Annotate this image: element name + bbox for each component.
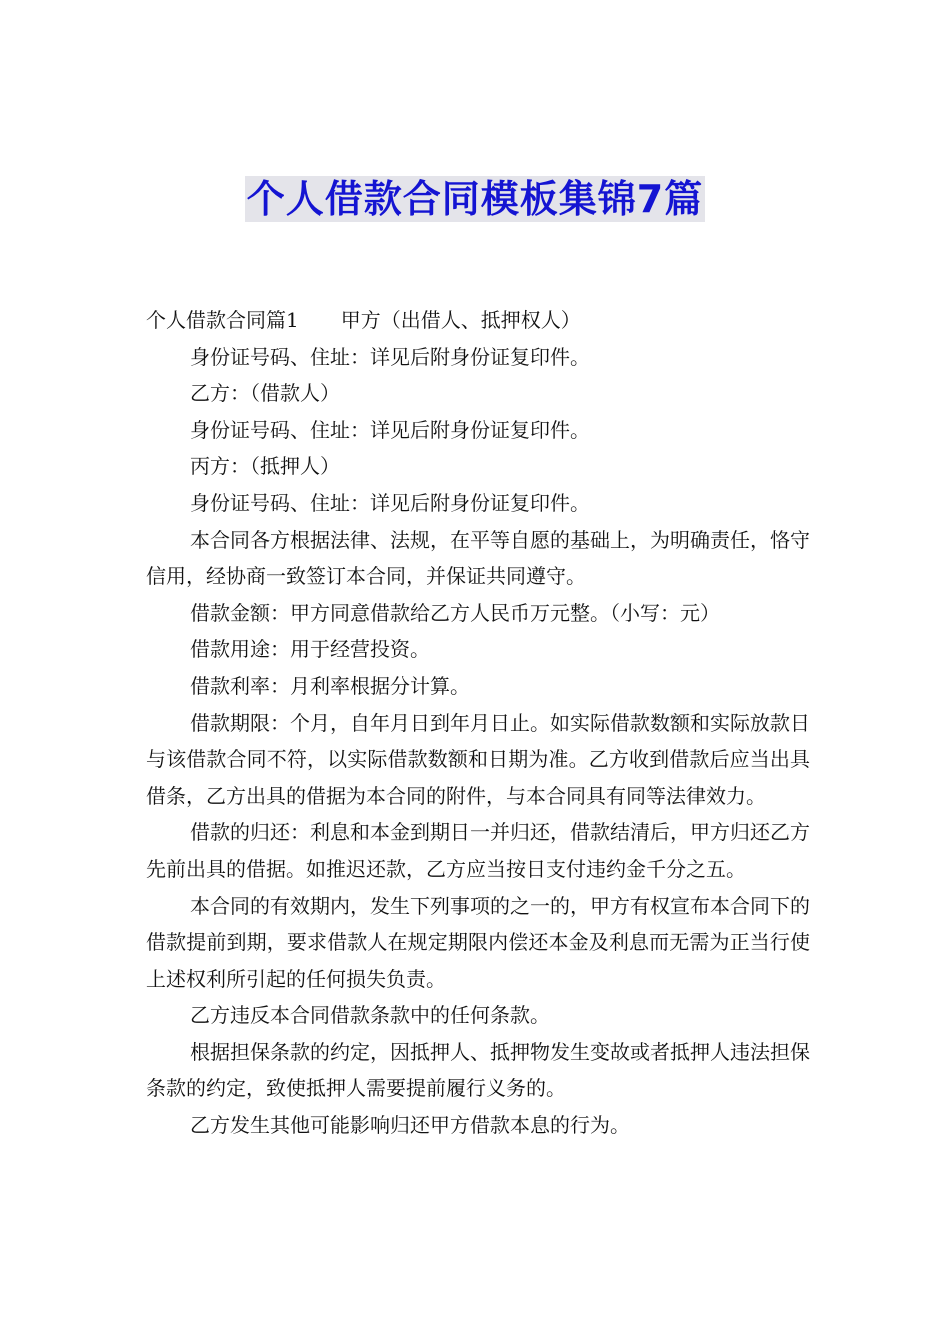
party-a-id-line: 身份证号码、住址：详见后附身份证复印件。 — [190, 344, 590, 369]
party-b-label: 乙方：（借款人） — [190, 381, 340, 406]
first-line — [146, 302, 810, 339]
paragraph-other-behavior: 乙方发生其他可能影响归还甲方借款本息的行为。 — [190, 1113, 630, 1138]
paragraph-interest-rate: 借款利率：月利率根据分计算。 — [190, 673, 470, 698]
paragraph-loan-term: 借款期限：个月，自年月日到年月日止。如实际借款数额和实际放款日与该借款合同不符，以实际借款数额和日期为准。乙方收到借款后应当出具借条，乙方出具的借据为本合同的附件，与本合同具有同等法律效力。 — [146, 710, 810, 808]
paragraph-guarantee: 根据担保条款的约定，因抵押人、抵押物发生变故或者抵押人违法担保条款的约定，致使抵押人需要提前履行义务的。 — [146, 1039, 810, 1101]
title-container — [0, 176, 950, 222]
party-b-id-line: 身份证号码、住址：详见后附身份证复印件。 — [190, 417, 590, 442]
party-a-label: 甲方（出借人、抵押权人） — [340, 308, 581, 332]
paragraph-loan-purpose: 借款用途：用于经营投资。 — [190, 637, 430, 662]
party-c-id-line: 身份证号码、住址：详见后附身份证复印件。 — [190, 490, 590, 515]
party-c-label: 丙方：（抵押人） — [190, 454, 340, 479]
section-heading: 个人借款合同篇1 — [146, 308, 299, 332]
document-title: 个人借款合同模板集锦7篇 — [246, 177, 704, 221]
paragraph-preamble: 本合同各方根据法律、法规，在平等自愿的基础上，为明确责任，恪守信用，经协商一致签订本合同，并保证共同遵守。 — [146, 527, 810, 589]
paragraph-acceleration: 本合同的有效期内，发生下列事项的之一的，甲方有权宣布本合同下的借款提前到期，要求借款人在规定期限内偿还本金及利息而无需为正当行使上述权利所引起的任何损失负责。 — [146, 893, 810, 991]
document-body — [146, 302, 810, 1144]
paragraph-breach: 乙方违反本合同借款条款中的任何条款。 — [190, 1003, 550, 1028]
paragraph-loan-amount: 借款金额：甲方同意借款给乙方人民币万元整。（小写：元） — [190, 600, 720, 625]
paragraph-repayment: 借款的归还：利息和本金到期日一并归还，借款结清后，甲方归还乙方先前出具的借据。如推迟还款，乙方应当按日支付违约金千分之五。 — [146, 820, 810, 881]
